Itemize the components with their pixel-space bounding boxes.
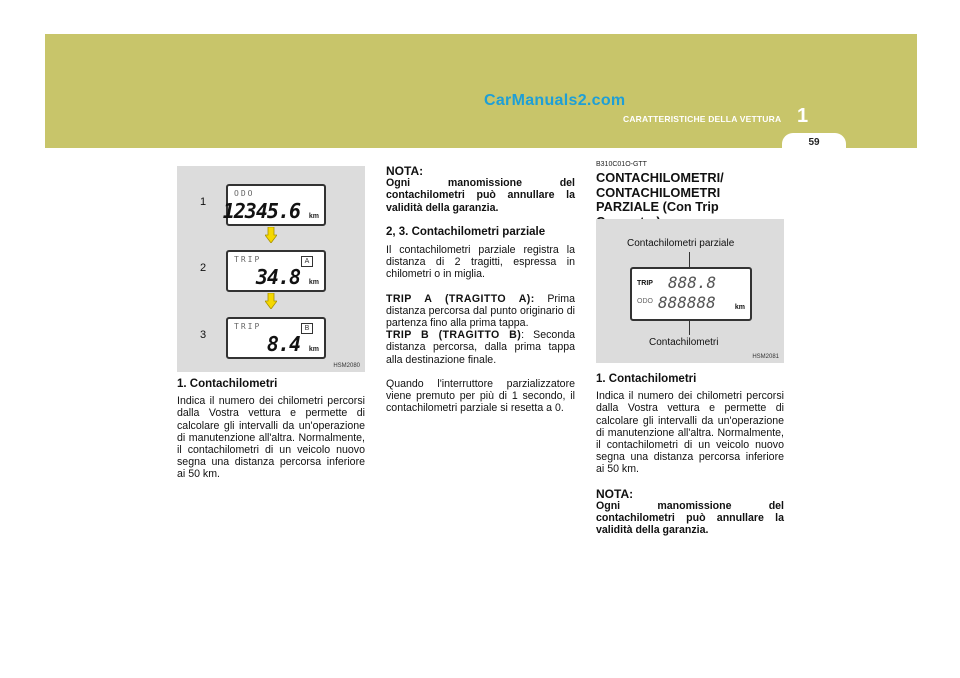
section-code: B310C01O-GTT [596, 161, 647, 168]
trip-digits: 888.8 [668, 273, 717, 292]
column-right-lower [596, 373, 784, 536]
trip-meter-heading: 2, 3. Contachilometri parziale [386, 225, 546, 238]
callout-line-bottom [689, 319, 690, 335]
lcd-unit: km [308, 346, 319, 353]
callout-trip-meter: Contachilometri parziale [627, 238, 735, 249]
section-title: CARATTERISTICHE DELLA VETTURA [623, 114, 782, 124]
header-band [45, 34, 917, 148]
lcd-value: 12345.6 [222, 199, 300, 223]
lcd-label: TRIP [234, 255, 262, 264]
note-text: Ogni manomissione del contachilometri può annullare la validità della garanzia. [386, 177, 575, 214]
watermark[interactable]: CarManuals2.com [484, 92, 626, 109]
odometer-description-2: Indica il numero dei chilometri percorsi dalla Vostra vettura e permette di calcolare gli intervalli da un'operazione di manutenzione all'altra. Normalmente, il contachilometri di un veicolo nuovo segna una distanza percorsa inferiore ai 50 km. [596, 390, 784, 476]
lcd-odo [222, 184, 326, 226]
trip-b-paragraph [386, 329, 575, 366]
callout-line-top [689, 252, 690, 267]
trip-a-box: A [301, 256, 313, 267]
trip-b-box: B [301, 323, 313, 334]
trip-a-text: Prima distanza percorsa dal punto originario di partenza fino alla prima tappa. [386, 292, 576, 330]
callout-odometer: Contachilometri [649, 337, 719, 348]
odometer-description: Indica il numero dei chilometri percorsi dalla Vostra vettura e permette di calcolare gli intervalli da un'operazione di manutenzione all'altra. Normalmente, il contachilometri di un veicolo nuovo segna una distanza percorsa inferiore ai 50 km. [177, 395, 365, 481]
reset-paragraph: Quando l'interruttore parzializzatore viene premuto per più di 1 secondo, il contachilometri parziale si resetta a 0. [386, 377, 575, 415]
page-tab [782, 133, 846, 153]
column-left [177, 378, 365, 481]
trip-computer-figure [596, 219, 784, 363]
step-number-1: 1 [200, 196, 207, 208]
lcd-value: 34.8 [255, 265, 300, 289]
figure-code: HSM2080 [333, 363, 360, 369]
odometer-heading-2: 1. Contachilometri [596, 373, 697, 385]
column-middle [386, 165, 575, 414]
note-label-2: NOTA: [596, 486, 634, 501]
trip-computer-lcd [630, 267, 752, 321]
trip-meter-intro: Il contachilometri parziale registra la distanza di 2 tragitti, espressa in chilometri o in miglia. [386, 244, 575, 281]
trip-unit: km [734, 304, 745, 311]
lcd-unit: km [308, 279, 319, 286]
page-number: 59 [808, 137, 820, 148]
step-number-3: 3 [200, 329, 207, 341]
odo-tag: ODO [637, 298, 653, 305]
arrow-down-icon [265, 227, 277, 243]
arrow-down-icon [265, 293, 277, 309]
section-heading: CONTACHILOMETRI/ CONTACHILOMETRI PARZIALE (Con Trip [596, 170, 724, 215]
lcd-value: 8.4 [266, 332, 300, 356]
trip-b-label: TRIP B (TRAGITTO B) [386, 329, 522, 342]
lcd-unit: km [308, 213, 319, 220]
note-label: NOTA: [386, 164, 424, 178]
trip-a-label: TRIP A (TRAGITTO A): [386, 292, 535, 305]
trip-a-paragraph [386, 293, 575, 330]
trip-tag: TRIP [637, 280, 653, 287]
note-text-2: Ogni manomissione del contachilometri può annullare la validità della garanzia. [596, 499, 784, 537]
lcd-label: TRIP [234, 322, 262, 331]
odometer-heading: 1. Contachilometri [177, 378, 278, 390]
trip-b-text: : Seconda distanza percorsa, dalla prima tappa alla destinazione finale. [386, 329, 576, 366]
figure-code: HSM2081 [752, 354, 779, 360]
odometer-figure [177, 166, 365, 372]
lcd-label: ODO [234, 189, 255, 198]
step-number-2: 2 [200, 262, 207, 274]
chapter-number: 1 [797, 105, 809, 127]
lcd-trip-b [226, 317, 326, 359]
odo-digits: 888888 [658, 293, 716, 312]
lcd-trip-a [226, 250, 326, 292]
